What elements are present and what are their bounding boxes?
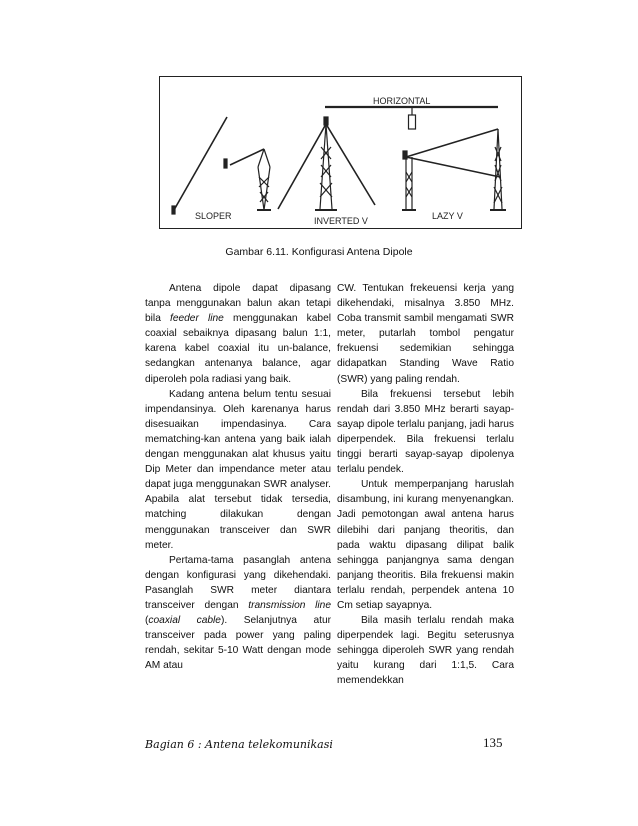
paragraph: Antena dipole dapat dipasang tanpa menggunakan balun akan tetapi bila feeder line menggunakan kabel coaxial sebaiknya dipasang balun 1:1, karena kabel coaxial itu un-balance, sedangkan antenanya balance, agar diperoleh pola radiasi yang baik. — [145, 283, 331, 385]
label-horizontal: HORIZONTAL — [373, 96, 431, 106]
sloper-antenna — [172, 117, 271, 214]
label-sloper: SLOPER — [195, 211, 232, 221]
antenna-configuration-figure — [159, 76, 522, 229]
figure-caption: Gambar 6.11. Konfigurasi Antena Dipole — [225, 246, 413, 258]
left-text-column — [145, 281, 331, 673]
paragraph: Bila frekuensi tersebut lebih rendah dari 3.850 MHz berarti sayap-sayap dipole terlalu panjang, jadi harus diperpendek. Bila frekuensi terlalu tinggi berarti sayap-sayap dipolenya terlalu pendek. — [337, 388, 514, 476]
paragraph: Bila masih terlalu rendah maka diperpendek lagi. Begitu seterusnya sehingga diperoleh SWR yang rendah yaitu kurang dari 1:1,5. Cara memendekkan — [337, 615, 514, 687]
inverted-v-antenna — [278, 117, 375, 210]
label-inverted-v: INVERTED V — [314, 216, 368, 226]
label-lazy-v: LAZY V — [432, 211, 463, 221]
paragraph: Untuk memperpanjang haruslah disambung, ini kurang menyenangkan. Jadi pemotongan awal antena harus dilebihi dari panjang theoritis, dan pada waktu dipasang dilipat balik sehingga panjangnya sama dengan panjang theoritis. Bila frekuensi makin terlalu rendah, perpendek antena 10 Cm setiap sayapnya. — [337, 479, 514, 611]
antenna-diagram — [160, 77, 523, 230]
horizontal-balun — [409, 115, 416, 129]
paragraph: Pertama-tama pasanglah antena dengan konfigurasi yang dikehendaki. Pasanglah SWR meter diantara transceiver dengan transmission line (coaxial cable). Selanjutnya atur transceiver pada power yang paling rendah, sekitar 5-10 Watt dengan mode AM atau — [145, 554, 331, 672]
page-number: 135 — [483, 735, 503, 750]
lazy-v-antenna — [402, 129, 506, 210]
paragraph: Kadang antena belum tentu sesuai impendansinya. Oleh karenanya harus disesuaikan impendasinya. Cara mematching-kan antena yang baik ialah dengan menggunakan alat khusus yaitu Dip Meter dan impendance meter atau dapat juga menggunakan SWR analyser. Apabila alat tersebut tidak tersedia, matching dilakukan dengan menggunakan transceiver dan SWR meter. — [145, 388, 331, 551]
right-text-column — [337, 281, 514, 689]
paragraph: CW. Tentukan frekeuensi kerja yang dikehendaki, misalnya 3.850 MHz. Coba transmit sambil mengamati SWR meter, putarlah tombol pengatur frekuensi sedemikian sehingga didapatkan Standing Wave Ratio (SWR) yang paling rendah. — [337, 283, 514, 385]
footer-section-title: Bagian 6 : Antena telekomunikasi — [145, 738, 333, 751]
